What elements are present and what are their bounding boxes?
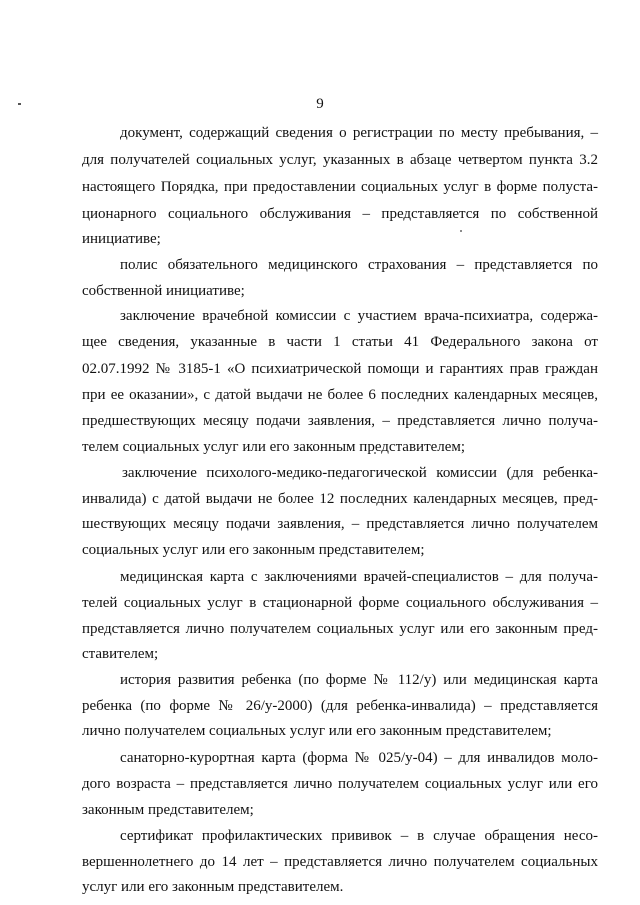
text-line: история развития ребенка (по форме № 112/у) или медицинская карта (120, 672, 598, 688)
text-line: лично получателем социальных услуг или его законным представителем; (82, 723, 552, 739)
text-line: представляется лично получателем социальных услуг или его законным пред- (82, 621, 598, 637)
text-line: собственной инициативе; (82, 283, 245, 299)
text-line: полис обязательного медицинского страхования – представляется по (120, 257, 598, 273)
text-line: инвалида) с датой выдачи не более 12 последних календарных месяцев, пред- (82, 491, 598, 507)
text-line: заключение психолого-медико-педагогической комиссии (для ребенка- (122, 465, 598, 481)
text-line: дого возраста – представляется лично получателем социальных услуг или его (82, 776, 598, 792)
text-line: вершеннолетнего до 14 лет – представляется лично получателем социальных (82, 854, 598, 870)
text-line: законным представителем; (82, 802, 254, 818)
text-line: инициативе; (82, 231, 161, 247)
text-line: заключение врачебной комиссии с участием врача-психиатра, содержа- (120, 308, 598, 324)
text-line: 02.07.1992 № 3185-1 «О психиатрической помощи и гарантиях прав граждан (82, 361, 598, 377)
page-number: 9 (316, 96, 324, 112)
text-line: при ее оказании», с датой выдачи не более 6 последних календарных месяцев, (82, 387, 598, 403)
text-line: ставителем; (82, 646, 159, 662)
scan-speck (460, 230, 462, 232)
text-line: ребенка (по форме № 26/у-2000) (для ребенка-инвалида) – представляется (82, 698, 598, 714)
text-line: ционарного социального обслуживания – представляется по собственной (82, 206, 598, 222)
text-line: социальных услуг или его законным представителем; (82, 542, 425, 558)
text-line: документ, содержащий сведения о регистрации по месту пребывания, – (120, 125, 598, 141)
text-line: настоящего Порядка, при предоставлении социальных услуг в форме полуста- (82, 179, 598, 195)
text-line: щее сведения, указанные в части 1 статьи 41 Федерального закона от (82, 334, 598, 350)
text-line: телей социальных услуг в стационарной форме социального обслуживания – (82, 595, 598, 611)
text-line: сертификат профилактических прививок – в случае обращения несо- (120, 828, 598, 844)
text-line: медицинская карта с заключениями врачей-специалистов – для получа- (120, 569, 598, 585)
text-line: предшествующих месяцу подачи заявления, – представляется лично получа- (82, 413, 598, 429)
text-line: телем социальных услуг или его законным представителем; (82, 439, 466, 455)
text-line: для получателей социальных услуг, указанных в абзаце четвертом пункта 3.2 (82, 152, 598, 168)
text-line: шествующих месяцу подачи заявления, – представляется лично получателем (82, 516, 598, 532)
text-line: санаторно-курортная карта (форма № 025/у-04) – для инвалидов моло- (120, 750, 598, 766)
text-line: услуг или его законным представителем. (82, 879, 344, 895)
